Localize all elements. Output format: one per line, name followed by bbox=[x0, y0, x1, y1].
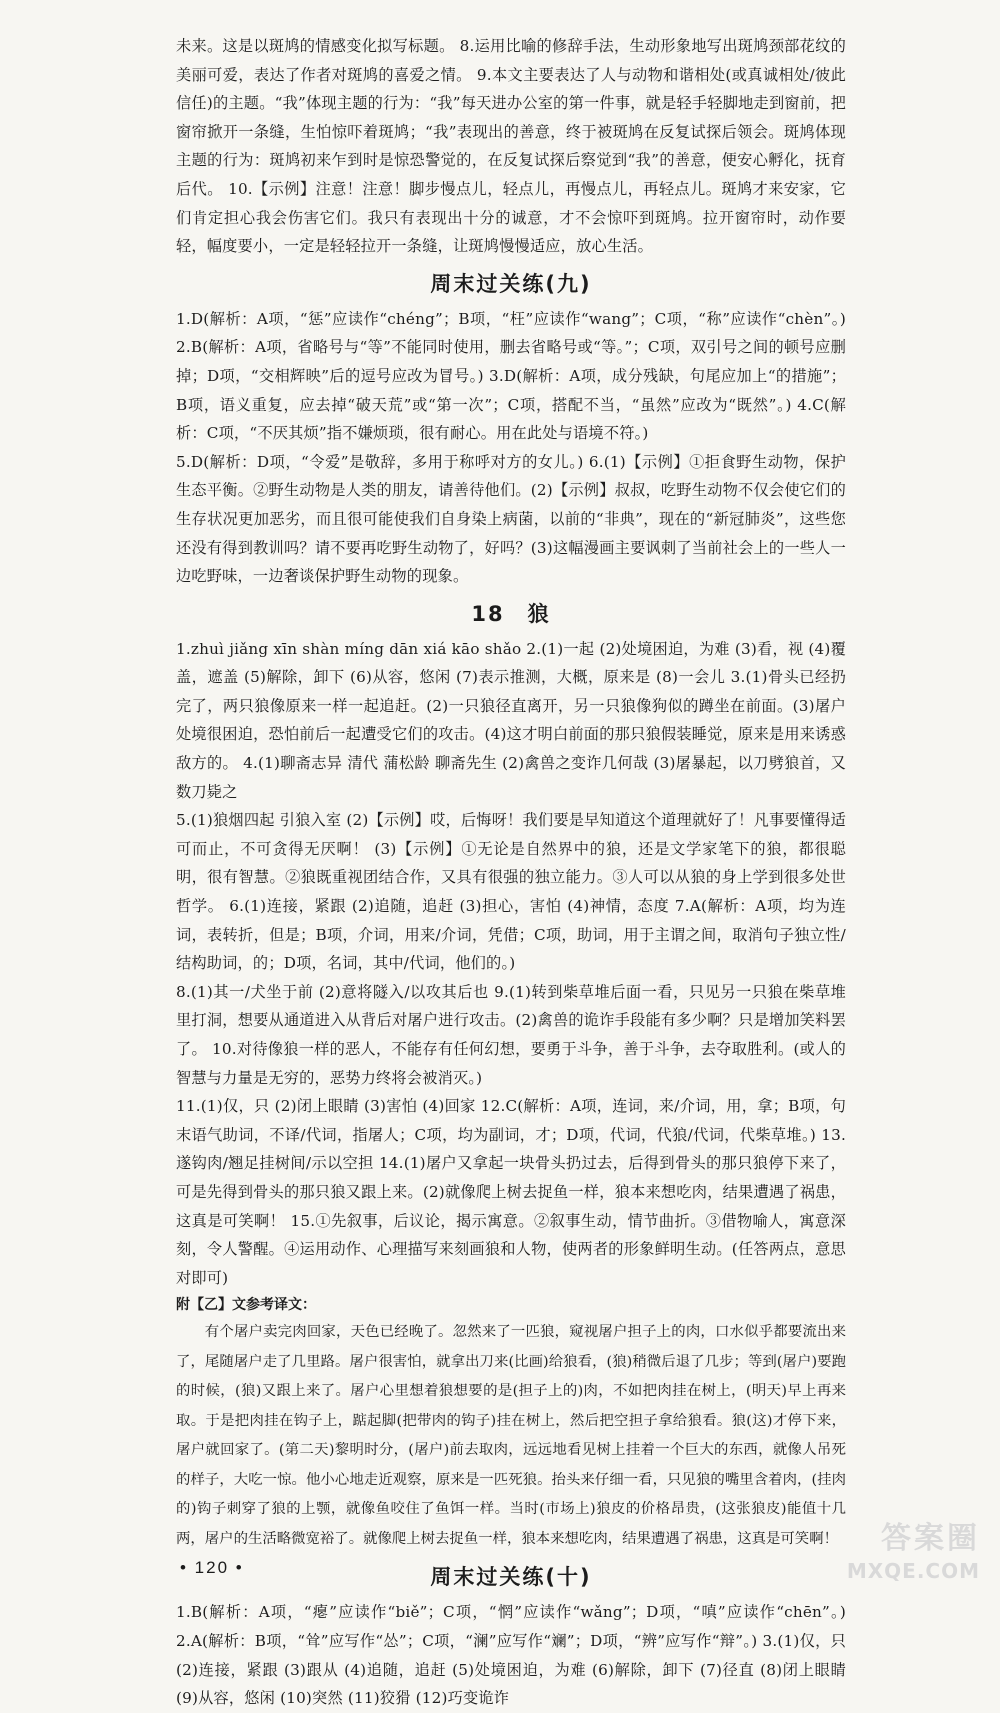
answer-paragraph: 8.(1)其一/犬坐于前 (2)意将隧入/以攻其后也 9.(1)转到柴草堆后面一看，只见另一只狼在柴草堆里打洞，想要从通道进入从背后对屠户进行攻击。(2)禽兽的诡诈手段能有多少啊？只是增加笑料罢了。 10.对待像狼一样的恶人，不能存有任何幻想，要勇于斗争，善于斗争，去夺取胜利。(或人的智慧与力量是无穷的，恶势力终将会被消灭。) bbox=[176, 982, 846, 1087]
answer-paragraph: 5.(1)狼烟四起 引狼入室 (2)【示例】哎，后悔呀！我们要是早知道这个道理就好了！凡事要懂得适可而止，不可贪得无厌啊！ (3)【示例】①无论是自然界中的狼，还是文学家笔下的狼，都很聪明，很有智慧。②狼既重视团结合作，又具有很强的独立能力。③人可以从狼的身上学到很多处世哲学。 6.(1)连接，紧跟 (2)追随，追赶 (3)担心，害怕 (4)神情，态度 7.A(解析：A项，均为连词，表转折，但是；B项，介词，用来/介词，凭借；C项，助词，用于主谓之间，取消句子独立性/结构助词，的；D项，名词，其中/代词，他们的。) bbox=[176, 811, 846, 973]
watermark-url: MXQE.COM bbox=[846, 1559, 980, 1583]
watermark-logo bbox=[790, 1520, 980, 1590]
section-heading-weekend-10: 周末过关练(十) bbox=[430, 1565, 592, 1590]
translation-label: 附【乙】文参考译文： bbox=[176, 1297, 316, 1314]
answer-column bbox=[176, 32, 846, 1713]
answer-paragraph: 未来。这是以斑鸠的情感变化拟写标题。 8.运用比喻的修辞手法，生动形象地写出斑鸠颈部花纹的美丽可爱，表达了作者对斑鸠的喜爱之情。 9.本文主要表达了人与动物和谐相处(或真诚相处/彼此信任)的主题。“我”体现主题的行为：“我”每天进办公室的第一件事，就是轻手轻脚地走到窗前，把窗帘掀开一条缝，生怕惊吓着斑鸠；“我”表现出的善意，终于被斑鸠在反复试探后领会。斑鸠体现主题的行为：斑鸠初来乍到时是惊恐警觉的，在反复试探后察觉到“我”的善意，便安心孵化，抚育后代。 10.【示例】注意！注意！脚步慢点儿，轻点儿，再慢点儿，再轻点儿。斑鸠才来安家，它们肯定担心我会伤害它们。我只有表现出十分的诚意，才不会惊吓到斑鸠。拉开窗帘时，动作要轻，幅度要小，一定是轻轻拉开一条缝，让斑鸠慢慢适应，放心生活。 bbox=[176, 37, 846, 256]
answer-paragraph: 1.B(解析：A项，“瘪”应读作“biě”；C项，“惘”应读作“wǎng”；D项，“嗔”应读作“chēn”。) 2.A(解析：B项，“耸”应写作“怂”；C项，“澜”应写作“斓”；D项，“辨”应写作“辩”。) 3.(1)仅，只 (2)连接，紧跟 (3)跟从 (4)追随，追赶 (5)处境困迫，为难 (6)解除，卸下 (7)径直 (8)闭上眼睛 (9)从容，悠闲 (10)突然 (11)狡猾 (12)巧变诡诈 bbox=[176, 1603, 846, 1708]
answer-paragraph: 5.D(解析：D项，“令爱”是敬辞，多用于称呼对方的女儿。) 6.(1)【示例】①拒食野生动物，保护生态平衡。②野生动物是人类的朋友，请善待他们。(2)【示例】叔叔，吃野生动物不仅会使它们的生存状况更加恶劣，而且很可能使我们自身染上病菌，以前的“非典”，现在的“新冠肺炎”，这些您还没有得到教训吗？请不要再吃野生动物了，好吗？(3)这幅漫画主要讽刺了当前社会上的一些人一边吃野味，一边奢谈保护野生动物的现象。 bbox=[176, 452, 846, 586]
answer-paragraph: 1.D(解析：A项，“惩”应读作“chéng”；B项，“枉”应读作“wang”；C项，“称”应读作“chèn”。) 2.B(解析：A项，省略号与“等”不能同时使用，删去省略号或“等。”；C项，双引号之间的顿号应删掉；D项，“交相辉映”后的逗号应改为冒号。) 3.D(解析：A项，成分残缺，句尾应加上“的措施”；B项，语义重复，应去掉“破天荒”或“第一次”；C项，搭配不当，“虽然”应改为“既然”。) 4.C(解析：C项，“不厌其烦”指不嫌烦琐，很有耐心。用在此处与语境不符。) bbox=[176, 309, 846, 443]
watermark-text: 答案圈 bbox=[881, 1521, 980, 1556]
answer-paragraph: 1.zhuì jiǎng xīn shàn míng dān xiá kāo shǎo 2.(1)一起 (2)处境困迫，为难 (3)看，视 (4)覆盖，遮盖 (5)解除，卸下 (6)从容，悠闲 (7)表示推测，大概，原来是 (8)一会儿 3.(1)骨头已经扔完了，两只狼像原来一样一起追赶。(2)一只狼径直离开，另一只狼像狗似的蹲坐在前面。(3)屠户处境很困迫，恐怕前后一起遭受它们的攻击。(4)这才明白前面的那只狼假装睡觉，原来是用来诱惑敌方的。 4.(1)聊斋志异 清代 蒲松龄 聊斋先生 (2)禽兽之变诈几何哉 (3)屠暴起，以刀劈狼首，又数刀毙之 bbox=[176, 639, 846, 801]
page-number: • 120 • bbox=[180, 1558, 244, 1577]
answer-paragraph: 11.(1)仅，只 (2)闭上眼睛 (3)害怕 (4)回家 12.C(解析：A项，连词，来/介词，用，拿；B项，句末语气助词，不译/代词，指屠人；C项，均为副词，才；D项，代词，代狼/代词，代柴草堆。) 13.遂钩肉/翘足挂树间/示以空担 14.(1)屠户又拿起一块骨头扔过去，后得到骨头的那只狼停下来了，可是先得到骨头的那只狼又跟上来。(2)就像爬上树去捉鱼一样，狼本来想吃肉，结果遭遇了祸患，这真是可笑啊！ 15.①先叙事，后议论，揭示寓意。②叙事生动，情节曲折。③借物喻人，寓意深刻，令人警醒。④运用动作、心理描写来刻画狼和人物，使两者的形象鲜明生动。(任答两点，意思对即可) bbox=[176, 1097, 846, 1287]
section-heading-lesson-18: 18 狼 bbox=[471, 601, 551, 626]
translation-text: 有个屠户卖完肉回家，天色已经晚了。忽然来了一匹狼，窥视屠户担子上的肉，口水似乎都要流出来了，尾随屠户走了几里路。屠户很害怕，就拿出刀来(比画)给狼看，(狼)稍微后退了几步；等到(屠户)要跑的时候，(狼)又跟上来了。屠户心里想着狼想要的是(担子上的)肉，不如把肉挂在树上，(明天)早上再来取。于是把肉挂在钩子上，踮起脚(把带肉的钩子)挂在树上，然后把空担子拿给狼看。狼(这)才停下来，屠户就回家了。(第二天)黎明时分，(屠户)前去取肉，远远地看见树上挂着一个巨大的东西，就像人吊死的样子，大吃一惊。他小心地走近观察，原来是一匹死狼。抬头来仔细一看，只见狼的嘴里含着肉，(挂肉的)钩子刺穿了狼的上颚，就像鱼咬住了鱼饵一样。当时(市场上)狼皮的价格昂贵，(这张狼皮)能值十几两，屠户的生活略微宽裕了。就像爬上树去捉鱼一样，狼本来想吃肉，结果遭遇了祸患，这真是可笑啊！ bbox=[176, 1324, 846, 1547]
section-heading-weekend-9: 周末过关练(九) bbox=[430, 271, 592, 296]
